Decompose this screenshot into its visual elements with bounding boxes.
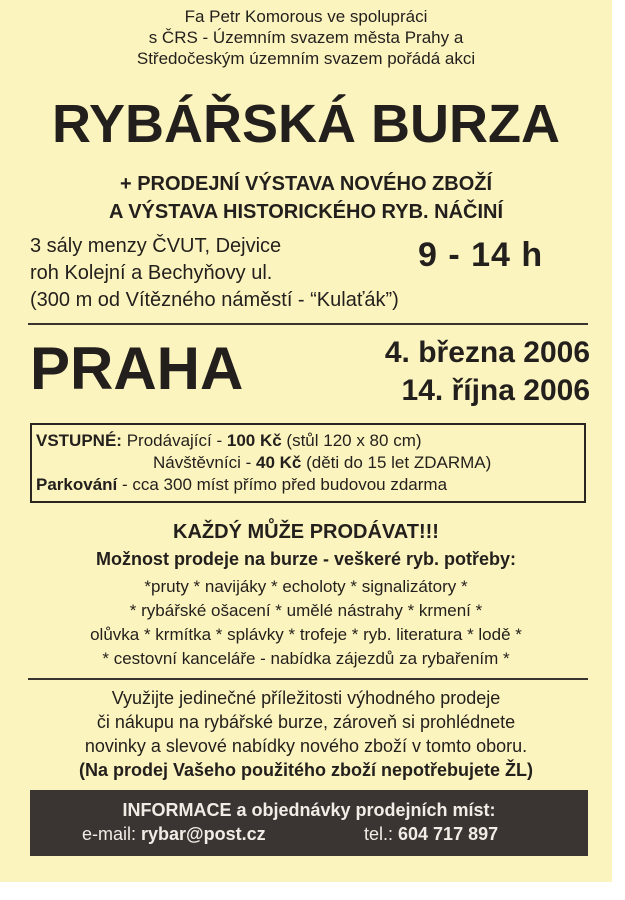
intro-line-2: s ČRS - Územním svazem města Prahy a: [148, 28, 464, 47]
visitors-label: Návštěvníci -: [153, 453, 256, 472]
visitors-row: [36, 452, 580, 474]
admission-label: VSTUPNÉ:: [36, 431, 122, 450]
parking-text: - cca 300 míst přímo před budovou zdarma: [117, 475, 448, 494]
opening-hours: 9 - 14 h: [418, 236, 544, 274]
visitors-note: (děti do 15 let ZDARMA): [301, 453, 492, 472]
organizer-intro: [0, 6, 612, 69]
goods-line-2: * rybářské ošacení * umělé nástrahy * krmení *: [129, 601, 483, 620]
divider-top: [28, 323, 588, 325]
promo-text: [0, 686, 612, 782]
sellers-label: Prodávající -: [126, 431, 227, 450]
city-name: PRAHA: [30, 335, 244, 402]
visitors-price: 40 Kč: [255, 453, 302, 472]
event-title: RYBÁŘSKÁ BURZA: [52, 94, 560, 154]
contact-heading: INFORMACE a objednávky prodejních míst:: [122, 800, 496, 820]
promo-line-2: či nákupu na rybářské burze, zároveň si prohlédnete: [96, 712, 516, 732]
parking-row: [36, 474, 580, 496]
venue-line-3: (300 m od Vítězného náměstí - “Kulaťák”): [30, 289, 399, 311]
subtitle-line-1: + PRODEJNÍ VÝSTAVA NOVÉHO ZBOŽÍ: [119, 173, 493, 195]
sellers-row: [36, 430, 580, 452]
event-date-2: 14. října 2006: [401, 374, 590, 407]
subtitle-line-2: A VÝSTAVA HISTORICKÉHO RYB. NÁČINÍ: [108, 201, 504, 223]
sellers-price: 100 Kč: [226, 431, 282, 450]
sell-subheading: Možnost prodeje na burze - veškeré ryb. potřeby:: [95, 549, 517, 569]
admission-box: [30, 423, 586, 503]
goods-line-1: *pruty * navijáky * echoloty * signalizátory *: [144, 577, 468, 596]
promo-line-4: (Na prodej Vašeho použitého zboží nepotřebujete ŽL): [78, 760, 534, 780]
tel-label: tel.:: [364, 824, 399, 844]
email-link[interactable]: rybar@post.cz: [141, 824, 266, 844]
goods-list: [0, 575, 612, 671]
email-block: [82, 822, 266, 846]
sellers-note: (stůl 120 x 80 cm): [281, 431, 422, 450]
venue-line-1: 3 sály menzy ČVUT, Dejvice: [30, 235, 282, 257]
venue-line-2: roh Kolejní a Bechyňovy ul.: [30, 262, 273, 284]
promo-line-1: Využijte jedinečné příležitosti výhodného prodeje: [111, 688, 501, 708]
promo-line-3: novinky a slevové nabídky nového zboží v tomto oboru.: [84, 736, 528, 756]
goods-line-3: olůvka * krmítka * splávky * trofeje * ryb. literatura * lodě *: [90, 625, 522, 644]
goods-line-4: * cestovní kanceláře - nabídka zájezdů za rybařením *: [102, 649, 510, 668]
event-dates: [300, 334, 590, 410]
contact-details: [30, 822, 588, 846]
email-label: e-mail:: [82, 824, 142, 844]
event-date-1: 4. března 2006: [384, 336, 590, 369]
parking-label: Parkování: [36, 475, 118, 494]
tel-block: [364, 822, 498, 846]
tel-number[interactable]: 604 717 897: [398, 824, 499, 844]
contact-bar: [30, 790, 588, 856]
sell-heading: KAŽDÝ MŮŽE PRODÁVAT!!!: [173, 521, 439, 543]
intro-line-1: Fa Petr Komorous ve spolupráci: [184, 7, 428, 26]
intro-line-3: Středočeským územním svazem pořádá akci: [136, 49, 476, 68]
divider-bottom: [28, 678, 588, 680]
venue-address: [30, 233, 399, 314]
event-subtitle: [0, 170, 612, 226]
